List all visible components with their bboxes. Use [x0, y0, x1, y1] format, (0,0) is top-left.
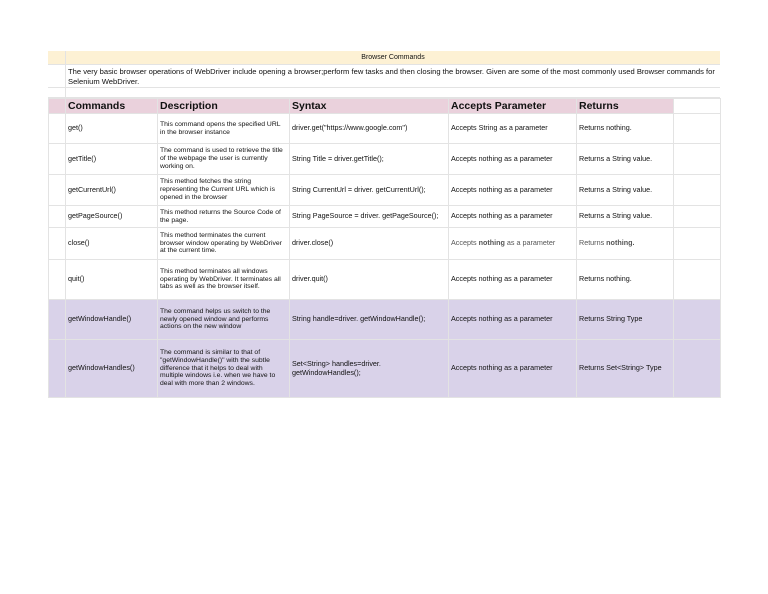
accepts-cell[interactable]: Accepts nothing as a parameter: [449, 300, 577, 340]
intro-text[interactable]: The very basic browser operations of WebDriver include opening a browser;perform few tasks and then closing the browser. Given are some of the most commonly used Browser commands for Selenium WebDriver.: [68, 67, 715, 86]
returns-cell[interactable]: Returns nothing.: [577, 114, 674, 144]
description-cell[interactable]: This method fetches the string representing the Current URL which is opened in the browser: [158, 175, 290, 206]
table-row: [49, 206, 721, 228]
intro-row: [48, 65, 720, 88]
commands-table: [48, 98, 721, 398]
accepts-cell[interactable]: Accepts nothing as a parameter: [449, 260, 577, 300]
syntax-cell[interactable]: driver.quit(): [290, 260, 449, 300]
returns-cell[interactable]: Returns nothing.: [577, 260, 674, 300]
description-cell[interactable]: The command is similar to that of "getWindowHandle()" with the subtle difference that it helps to deal with multiple windows i.e. when we have to deal with more than 2 windows.: [158, 340, 290, 398]
accepts-cell[interactable]: Accepts nothing as a parameter: [449, 340, 577, 398]
returns-cell[interactable]: Returns Set<String> Type: [577, 340, 674, 398]
spreadsheet: [48, 51, 720, 398]
command-cell[interactable]: close(): [66, 228, 158, 260]
description-cell[interactable]: This method terminates the current browser window operating by WebDriver at the current time.: [158, 228, 290, 260]
accepts-bold: nothing: [478, 238, 505, 248]
command-cell[interactable]: quit(): [66, 260, 158, 300]
col-header-syntax[interactable]: Syntax: [290, 99, 449, 114]
description-cell[interactable]: The command helps us switch to the newly opened window and performs actions on the new window: [158, 300, 290, 340]
col-header-returns[interactable]: Returns: [577, 99, 674, 114]
description-cell[interactable]: This method returns the Source Code of the page.: [158, 206, 290, 228]
syntax-cell[interactable]: String CurrentUrl = driver. getCurrentUrl();: [290, 175, 449, 206]
description-cell[interactable]: This command opens the specified URL in the browser instance: [158, 114, 290, 144]
col-header-description[interactable]: Description: [158, 99, 290, 114]
sheet-title[interactable]: Browser Commands: [361, 54, 425, 61]
returns-bold: nothing.: [606, 238, 635, 248]
table-row: [49, 300, 721, 340]
table-row: [49, 114, 721, 144]
accepts-cell[interactable]: Accepts nothing as a parameter: [449, 228, 577, 260]
accepts-cell[interactable]: Accepts nothing as a parameter: [449, 206, 577, 228]
returns-cell[interactable]: Returns String Type: [577, 300, 674, 340]
command-cell[interactable]: getPageSource(): [66, 206, 158, 228]
table-row: [49, 144, 721, 175]
command-cell[interactable]: getTitle(): [66, 144, 158, 175]
syntax-cell[interactable]: String Title = driver.getTitle();: [290, 144, 449, 175]
title-row: [48, 51, 720, 65]
table-row: [49, 260, 721, 300]
syntax-cell[interactable]: String handle=driver. getWindowHandle();: [290, 300, 449, 340]
command-cell[interactable]: getWindowHandles(): [66, 340, 158, 398]
table-row: [49, 228, 721, 260]
syntax-cell[interactable]: driver.get("https://www.google.com"): [290, 114, 449, 144]
accepts-cell[interactable]: Accepts nothing as a parameter: [449, 144, 577, 175]
header-row: [49, 99, 721, 114]
blank-row: [48, 88, 720, 98]
syntax-cell[interactable]: Set<String> handles=driver. getWindowHandles();: [290, 340, 449, 398]
col-header-commands[interactable]: Commands: [66, 99, 158, 114]
description-cell[interactable]: This method terminates all windows operating by WebDriver. It terminates all tabs as well as the browser itself.: [158, 260, 290, 300]
returns-cell[interactable]: Returns a String value.: [577, 175, 674, 206]
syntax-cell[interactable]: String PageSource = driver. getPageSource();: [290, 206, 449, 228]
syntax-cell[interactable]: driver.close(): [290, 228, 449, 260]
command-cell[interactable]: getWindowHandle(): [66, 300, 158, 340]
table-row: [49, 175, 721, 206]
accepts-cell[interactable]: Accepts nothing as a parameter: [449, 175, 577, 206]
col-header-accepts[interactable]: Accepts Parameter: [449, 99, 577, 114]
returns-cell[interactable]: Returns a String value.: [577, 144, 674, 175]
returns-cell[interactable]: Returns nothing.: [577, 228, 674, 260]
accepts-cell[interactable]: Accepts String as a parameter: [449, 114, 577, 144]
table-row: [49, 340, 721, 398]
command-cell[interactable]: get(): [66, 114, 158, 144]
description-cell[interactable]: The command is used to retrieve the title of the webpage the user is currently working on.: [158, 144, 290, 175]
command-cell[interactable]: getCurrentUrl(): [66, 175, 158, 206]
returns-cell[interactable]: Returns a String value.: [577, 206, 674, 228]
